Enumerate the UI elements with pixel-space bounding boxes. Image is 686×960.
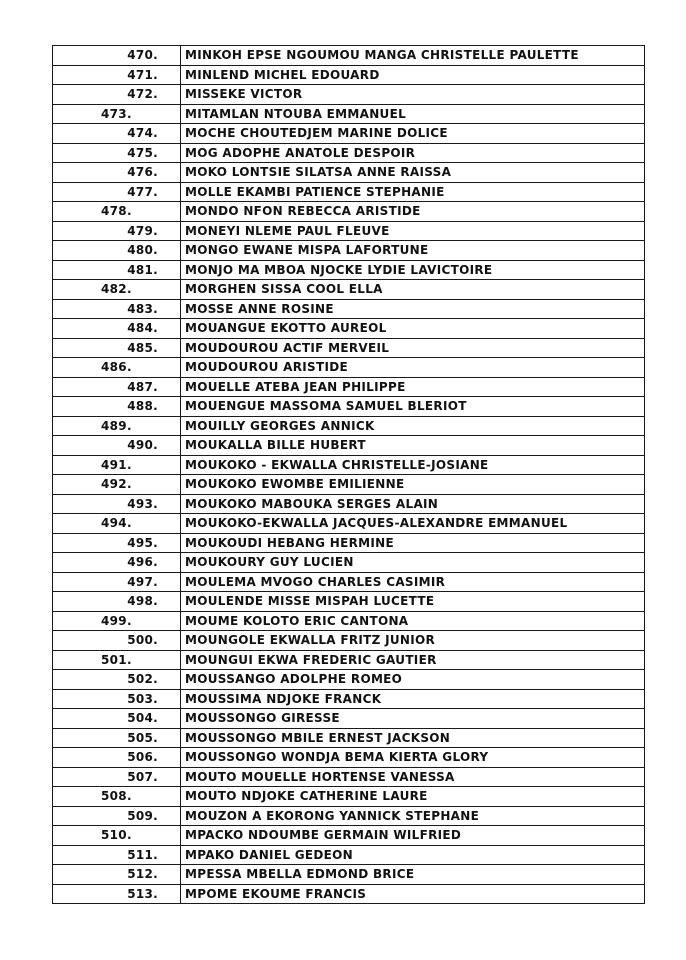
table-row [53, 572, 645, 592]
row-name: MOUZON A EKORONG YANNICK STEPHANE [181, 806, 645, 826]
row-name: MITAMLAN NTOUBA EMMANUEL [181, 104, 645, 124]
row-number: 485. [53, 338, 181, 358]
row-name: MOSSE ANNE ROSINE [181, 299, 645, 319]
row-name: MOUTO NDJOKE CATHERINE LAURE [181, 787, 645, 807]
row-number: 473. [53, 104, 181, 124]
table-row [53, 182, 645, 202]
row-number: 512. [53, 865, 181, 885]
table-row [53, 104, 645, 124]
table-row [53, 709, 645, 729]
row-number: 500. [53, 631, 181, 651]
row-name: MISSEKE VICTOR [181, 85, 645, 105]
row-number: 480. [53, 241, 181, 261]
row-name: MOUKOKO-EKWALLA JACQUES-ALEXANDRE EMMANUEL [181, 514, 645, 534]
row-number: 506. [53, 748, 181, 768]
row-number: 493. [53, 494, 181, 514]
row-name: MONEYI NLEME PAUL FLEUVE [181, 221, 645, 241]
table-row [53, 241, 645, 261]
table-row [53, 475, 645, 495]
row-number: 509. [53, 806, 181, 826]
table-row [53, 670, 645, 690]
row-number: 486. [53, 358, 181, 378]
row-name: MOUILLY GEORGES ANNICK [181, 416, 645, 436]
row-number: 488. [53, 397, 181, 417]
row-name: MOUSSANGO ADOLPHE ROMEO [181, 670, 645, 690]
table-row [53, 143, 645, 163]
row-name: MOUSSONGO GIRESSE [181, 709, 645, 729]
row-number: 487. [53, 377, 181, 397]
table-row [53, 319, 645, 339]
table-row [53, 338, 645, 358]
row-name: MOUDOUROU ACTIF MERVEIL [181, 338, 645, 358]
table-row [53, 436, 645, 456]
row-number: 479. [53, 221, 181, 241]
table-row [53, 748, 645, 768]
table-row [53, 46, 645, 66]
table-row [53, 533, 645, 553]
row-name: MOUNGUI EKWA FREDERIC GAUTIER [181, 650, 645, 670]
row-name: MINLEND MICHEL EDOUARD [181, 65, 645, 85]
table-row [53, 358, 645, 378]
table-row [53, 767, 645, 787]
row-name: MOUKALLA BILLE HUBERT [181, 436, 645, 456]
row-name: MOCHE CHOUTEDJEM MARINE DOLICE [181, 124, 645, 144]
row-name: MOLLE EKAMBI PATIENCE STEPHANIE [181, 182, 645, 202]
row-number: 491. [53, 455, 181, 475]
row-number: 511. [53, 845, 181, 865]
row-number: 504. [53, 709, 181, 729]
row-name: MONGO EWANE MISPA LAFORTUNE [181, 241, 645, 261]
row-number: 484. [53, 319, 181, 339]
table-row [53, 845, 645, 865]
table-row [53, 728, 645, 748]
row-name: MOULEMA MVOGO CHARLES CASIMIR [181, 572, 645, 592]
row-name: MONJO MA MBOA NJOCKE LYDIE LAVICTOIRE [181, 260, 645, 280]
table-row [53, 65, 645, 85]
row-number: 481. [53, 260, 181, 280]
table-row [53, 631, 645, 651]
row-number: 482. [53, 280, 181, 300]
row-name: MOUANGUE EKOTTO AUREOL [181, 319, 645, 339]
table-row [53, 202, 645, 222]
table-row [53, 416, 645, 436]
row-name: MOULENDE MISSE MISPAH LUCETTE [181, 592, 645, 612]
row-number: 477. [53, 182, 181, 202]
row-number: 483. [53, 299, 181, 319]
row-name: MONDO NFON REBECCA ARISTIDE [181, 202, 645, 222]
row-name: MOUKOURY GUY LUCIEN [181, 553, 645, 573]
row-number: 501. [53, 650, 181, 670]
row-name: MOUDOUROU ARISTIDE [181, 358, 645, 378]
row-number: 492. [53, 475, 181, 495]
table-row [53, 884, 645, 904]
row-number: 496. [53, 553, 181, 573]
row-number: 510. [53, 826, 181, 846]
row-number: 471. [53, 65, 181, 85]
row-name: MOKO LONTSIE SILATSA ANNE RAISSA [181, 163, 645, 183]
row-name: MPACKO NDOUMBE GERMAIN WILFRIED [181, 826, 645, 846]
row-number: 474. [53, 124, 181, 144]
row-name: MOUTO MOUELLE HORTENSE VANESSA [181, 767, 645, 787]
row-name: MOUKOKO MABOUKA SERGES ALAIN [181, 494, 645, 514]
row-number: 494. [53, 514, 181, 534]
row-number: 508. [53, 787, 181, 807]
row-number: 513. [53, 884, 181, 904]
row-name: MOUSSONGO MBILE ERNEST JACKSON [181, 728, 645, 748]
row-number: 502. [53, 670, 181, 690]
document-page [52, 45, 644, 904]
table-row [53, 397, 645, 417]
table-row [53, 299, 645, 319]
row-name: MOUME KOLOTO ERIC CANTONA [181, 611, 645, 631]
table-row [53, 787, 645, 807]
table-row [53, 221, 645, 241]
table-row [53, 85, 645, 105]
table-row [53, 650, 645, 670]
row-name: MOUSSONGO WONDJA BEMA KIERTA GLORY [181, 748, 645, 768]
row-number: 507. [53, 767, 181, 787]
row-number: 478. [53, 202, 181, 222]
row-number: 497. [53, 572, 181, 592]
row-name: MOUELLE ATEBA JEAN PHILIPPE [181, 377, 645, 397]
table-row [53, 592, 645, 612]
row-number: 489. [53, 416, 181, 436]
row-name: MPAKO DANIEL GEDEON [181, 845, 645, 865]
row-name: MINKOH EPSE NGOUMOU MANGA CHRISTELLE PAULETTE [181, 46, 645, 66]
table-row [53, 611, 645, 631]
table-row [53, 514, 645, 534]
row-name: MOUENGUE MASSOMA SAMUEL BLERIOT [181, 397, 645, 417]
row-number: 475. [53, 143, 181, 163]
table-row [53, 826, 645, 846]
row-number: 499. [53, 611, 181, 631]
row-number: 503. [53, 689, 181, 709]
row-number: 470. [53, 46, 181, 66]
row-name: MOUKOKO - EKWALLA CHRISTELLE-JOSIANE [181, 455, 645, 475]
row-number: 505. [53, 728, 181, 748]
row-name: MORGHEN SISSA COOL ELLA [181, 280, 645, 300]
table-row [53, 163, 645, 183]
table-row [53, 806, 645, 826]
names-table [52, 45, 645, 904]
row-name: MOG ADOPHE ANATOLE DESPOIR [181, 143, 645, 163]
row-number: 490. [53, 436, 181, 456]
table-row [53, 553, 645, 573]
table-row [53, 689, 645, 709]
table-row [53, 124, 645, 144]
row-name: MOUKOKO EWOMBE EMILIENNE [181, 475, 645, 495]
row-name: MPESSA MBELLA EDMOND BRICE [181, 865, 645, 885]
table-row [53, 865, 645, 885]
row-name: MOUNGOLE EKWALLA FRITZ JUNIOR [181, 631, 645, 651]
table-row [53, 494, 645, 514]
table-row [53, 260, 645, 280]
table-row [53, 455, 645, 475]
row-number: 476. [53, 163, 181, 183]
table-row [53, 280, 645, 300]
table-row [53, 377, 645, 397]
row-number: 472. [53, 85, 181, 105]
row-number: 495. [53, 533, 181, 553]
names-table-body [53, 46, 645, 904]
row-number: 498. [53, 592, 181, 612]
row-name: MOUSSIMA NDJOKE FRANCK [181, 689, 645, 709]
row-name: MOUKOUDI HEBANG HERMINE [181, 533, 645, 553]
row-name: MPOME EKOUME FRANCIS [181, 884, 645, 904]
